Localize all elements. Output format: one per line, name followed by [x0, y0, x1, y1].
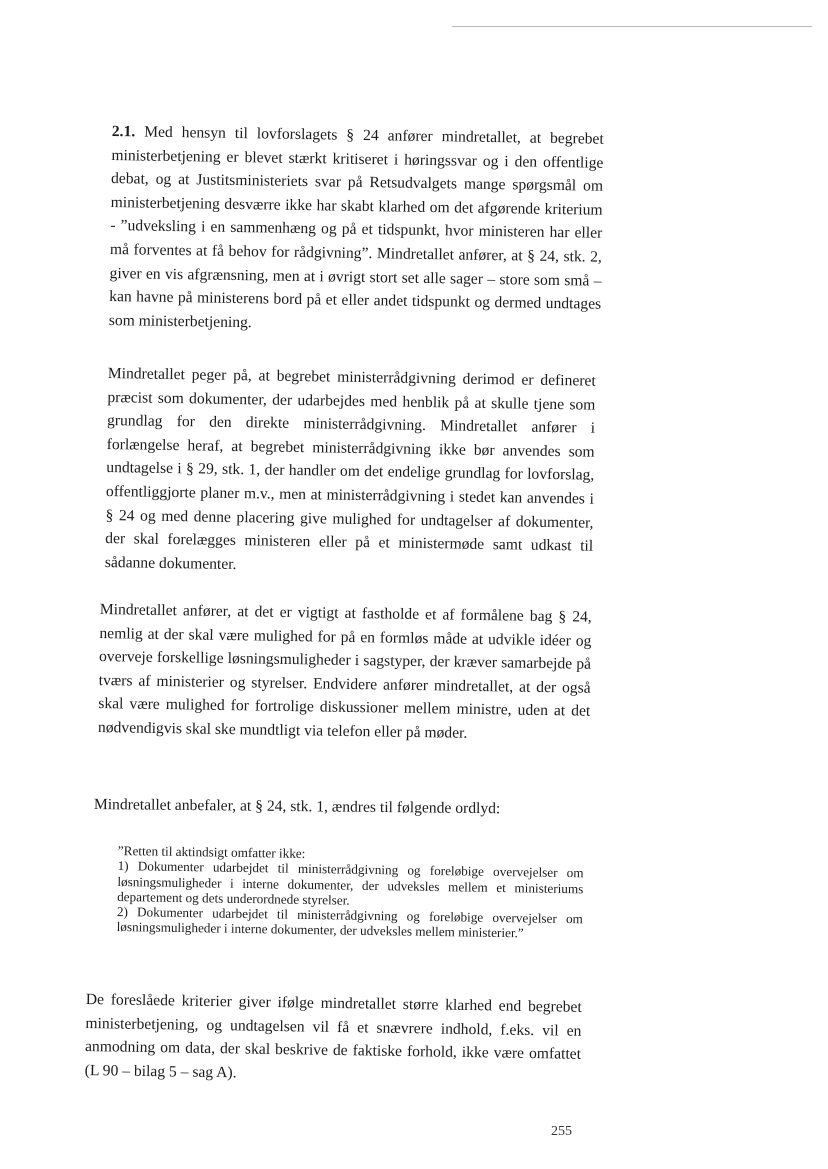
quote-item-2: 2) Dokumenter udarbejdet til ministerrådgivning og foreløbige overvejelser om løsningsmuligheder i interne dokumenter, der udveksles mellem ministerier.” — [116, 904, 583, 941]
paragraph-5: De foreslåede kriterier giver ifølge mindretallet større klarhed end begrebet ministerbetjening, og undtagelsen vil få et snævrere indhold, f.eks. vil en anmodning om data, der skal beskrive de faktiske forhold, ikke være omfattet (L 90 – bilag 5 – sag A). — [84, 990, 582, 1082]
quote-item-1: 1) Dokumenter udarbejdet til ministerrådgivning og foreløbige overvejelser om løsningsmuligheder i interne dokumenter, der udveksles mellem et ministeriums departement og dets underordnede styrelser. — [117, 858, 584, 908]
paragraph-2-1 — [109, 120, 604, 340]
page-number: 255 — [551, 1124, 572, 1139]
paragraph-1-text: Med hensyn til lovforslagets § 24 anfører mindretallet, at begrebet ministerbetjening er blevet stærkt kritiseret i høringssvar og i den offentlige debat, og at Justitsministeriets svar på Retsudvalgets mange spørgsmål om ministerbetjening desværre ikke har skabt klarhed om det afgørende kriterium - ”udveksling i en sammenhæng og på et tidspunkt, hvor ministeren har eller må forventes at få behov for rådgivning”. Mindretallet anfører, at § 24, stk. 2, giver en vis afgrænsning, men at i øvrigt stort set alle sager – store som små – kan havne på ministerens bord på et eller andet tidspunkt og dermed undtages som ministerbetjening. — [108, 123, 604, 331]
quote-intro: ”Retten til aktindsigt omfatter ikke: — [117, 843, 306, 861]
paragraph-3: Mindretallet anfører, at det er vigtigt at fastholde et af formålene bag § 24, nemlig at der skal være mulighed for på en formløs måde at udvikle idéer og overveje forskellige løsningsmuligheder i sagstyper, der kræver samarbejde på tværs af ministerier og styrelser. Endvidere anfører mindretallet, at der også skal være mulighed for fortrolige diskussioner mellem ministre, uden at det nødvendigvis skal ske mundtligt via telefon eller på møder. — [97, 600, 592, 742]
top-rule — [452, 26, 812, 27]
proposed-wording-quote — [117, 843, 584, 942]
section-number: 2.1. — [111, 122, 136, 141]
paragraph-2: Mindretallet peger på, at begrebet ministerrådgivning derimod er defineret præcist som dokumenter, der udarbejdes med henblik på at skulle tjene som grundlag for den direkte ministerrådgivning. Mindretallet anfører i forlængelse heraf, at begrebet ministerrådgivning ikke bør anvendes som undtagelse i § 29, stk. 1, der handler om det endelige grundlag for lovforslag, offentliggjorte planer m.v., men at ministerrådgivning i stedet kan anvendes i § 24 og med denne placering give mulighed for undtagelser af dokumenter, der skal forelægges ministeren eller på et ministermøde samt udkast til sådanne dokumenter. — [104, 364, 596, 573]
paragraph-4: Mindretallet anbefaler, at § 24, stk. 1, ændres til følgende ordlyd: — [93, 795, 501, 818]
